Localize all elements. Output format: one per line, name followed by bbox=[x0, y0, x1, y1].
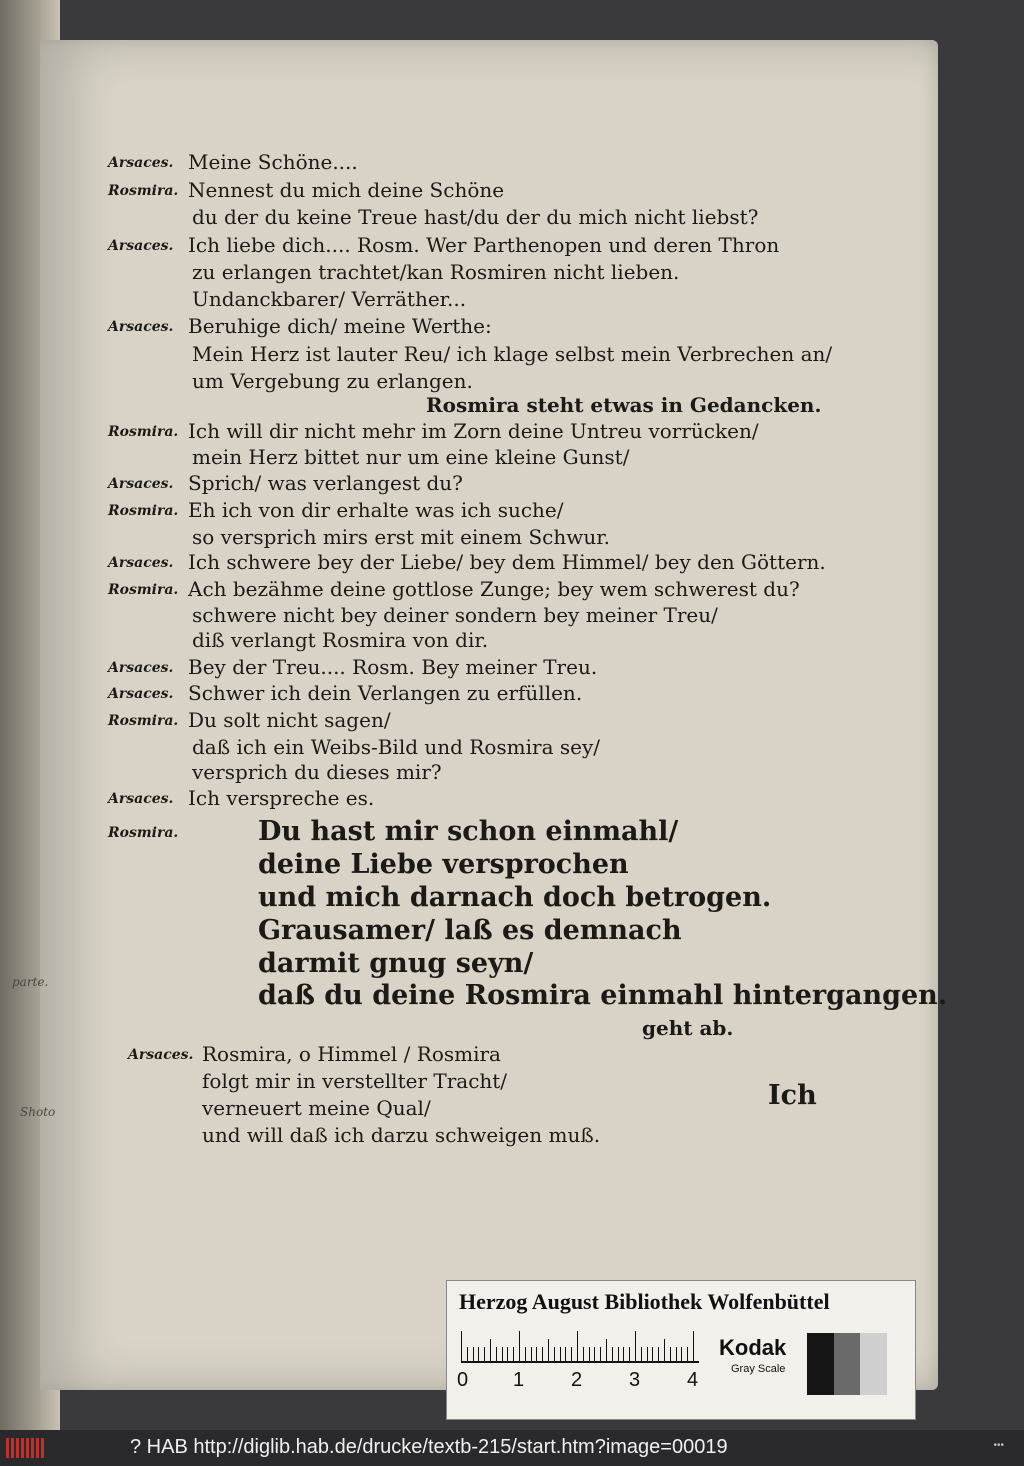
line-text: Meine Schöne.... bbox=[188, 150, 358, 174]
book-page bbox=[40, 40, 948, 1390]
speaker-label: Arsaces. bbox=[108, 238, 174, 254]
ruler-tick bbox=[664, 1339, 665, 1361]
speaker-label: Arsaces. bbox=[108, 791, 174, 807]
line-text: Ach bezähme deine gottlose Zunge; bey wem schwerest du? bbox=[188, 577, 800, 601]
ruler-tick bbox=[612, 1347, 613, 1361]
ruler-tick bbox=[513, 1347, 514, 1361]
gray-scale-label: Gray Scale bbox=[731, 1363, 786, 1375]
line-text: zu erlangen trachtet/kan Rosmiren nicht lieben. bbox=[192, 260, 680, 284]
speaker-label: Rosmira. bbox=[108, 183, 179, 199]
ruler-tick bbox=[507, 1347, 508, 1361]
page-url[interactable]: ? HAB http://diglib.hab.de/drucke/textb-215/start.htm?image=00019 bbox=[130, 1436, 728, 1458]
ruler-tick bbox=[629, 1347, 630, 1361]
line-text: geht ab. bbox=[642, 1016, 734, 1040]
kodak-logo: Kodak bbox=[719, 1335, 787, 1360]
swatch-black bbox=[807, 1333, 834, 1395]
speaker-label: Arsaces. bbox=[108, 476, 174, 492]
ruler-tick bbox=[525, 1347, 526, 1361]
ruler-tick bbox=[536, 1347, 537, 1361]
ruler-tick bbox=[548, 1339, 549, 1361]
line-text: und mich darnach doch betrogen. bbox=[258, 882, 772, 913]
speaker-label: Arsaces. bbox=[108, 319, 174, 335]
margin-note-1: parte. bbox=[12, 975, 49, 989]
margin-note-2: Shoto bbox=[20, 1105, 56, 1119]
line-text: versprich du dieses mir? bbox=[192, 760, 442, 784]
speaker-label: Arsaces. bbox=[128, 1047, 194, 1063]
scale-number-0: 0 bbox=[457, 1369, 469, 1391]
speaker-label: Arsaces. bbox=[108, 660, 174, 676]
line-text: Ich schwere bey der Liebe/ bey dem Himmel/ bey den Göttern. bbox=[188, 550, 826, 574]
scale-number-4: 4 bbox=[687, 1369, 699, 1391]
line-text: daß du deine Rosmira einmahl hintergangen. bbox=[258, 980, 948, 1011]
color-calibration-card bbox=[446, 1280, 916, 1420]
ruler-tick bbox=[606, 1339, 607, 1361]
catchword: Ich bbox=[768, 1080, 817, 1111]
line-text: Mein Herz ist lauter Reu/ ich klage selbst mein Verbrechen an/ bbox=[192, 342, 833, 366]
line-text: um Vergebung zu erlangen. bbox=[192, 369, 473, 393]
more-icon[interactable]: ••• bbox=[993, 1440, 1004, 1451]
ruler-tick bbox=[490, 1339, 491, 1361]
ruler-tick bbox=[583, 1347, 584, 1361]
swatch-light-gray bbox=[860, 1333, 887, 1395]
ruler-tick bbox=[565, 1347, 566, 1361]
line-text: so versprich mirs erst mit einem Schwur. bbox=[192, 525, 610, 549]
ruler-tick bbox=[502, 1347, 503, 1361]
ruler-tick bbox=[676, 1347, 677, 1361]
ruler-tick bbox=[560, 1347, 561, 1361]
ruler-tick bbox=[623, 1347, 624, 1361]
line-text: deine Liebe versprochen bbox=[258, 849, 629, 880]
scale-number-2: 2 bbox=[571, 1369, 583, 1391]
speaker-label: Rosmira. bbox=[108, 503, 179, 519]
line-text: Ich will dir nicht mehr im Zorn deine Untreu vorrücken/ bbox=[188, 419, 759, 443]
line-text: Nennest du mich deine Schöne bbox=[188, 178, 505, 202]
ruler-tick bbox=[554, 1347, 555, 1361]
ruler-tick bbox=[670, 1347, 671, 1361]
ruler-tick bbox=[635, 1331, 636, 1361]
ruler-tick bbox=[467, 1347, 468, 1361]
line-text: mein Herz bittet nur um eine kleine Gunst/ bbox=[192, 445, 630, 469]
line-text: Bey der Treu.... Rosm. Bey meiner Treu. bbox=[188, 655, 598, 679]
line-text: Ich verspreche es. bbox=[188, 786, 375, 810]
hab-logo-icon bbox=[6, 1438, 46, 1458]
ruler-tick bbox=[594, 1347, 595, 1361]
line-text: Eh ich von dir erhalte was ich suche/ bbox=[188, 498, 564, 522]
ruler-tick bbox=[542, 1347, 543, 1361]
ruler-tick bbox=[658, 1347, 659, 1361]
line-text: Undanckbarer/ Verräther... bbox=[192, 287, 467, 311]
ruler-tick bbox=[647, 1347, 648, 1361]
ruler-tick bbox=[589, 1347, 590, 1361]
line-text: Ich liebe dich.... Rosm. Wer Parthenopen und deren Thron bbox=[188, 233, 780, 257]
line-text: diß verlangt Rosmira von dir. bbox=[192, 628, 489, 652]
line-text: Sprich/ was verlangest du? bbox=[188, 471, 463, 495]
line-text: folgt mir in verstellter Tracht/ bbox=[202, 1069, 508, 1093]
scale-number-3: 3 bbox=[629, 1369, 641, 1391]
swatch-mid-gray bbox=[834, 1333, 861, 1395]
line-text: und will daß ich darzu schweigen muß. bbox=[202, 1123, 601, 1147]
speaker-label: Arsaces. bbox=[108, 686, 174, 702]
status-bar bbox=[0, 1430, 1024, 1466]
line-text: Du hast mir schon einmahl/ bbox=[258, 816, 679, 847]
speaker-label: Rosmira. bbox=[108, 825, 179, 841]
speaker-label: Arsaces. bbox=[108, 155, 174, 171]
ruler-tick bbox=[681, 1347, 682, 1361]
line-text: verneuert meine Qual/ bbox=[202, 1096, 431, 1120]
ruler-tick bbox=[519, 1331, 520, 1361]
ruler-tick bbox=[618, 1347, 619, 1361]
line-text: schwere nicht bey deiner sondern bey meiner Treu/ bbox=[192, 603, 718, 627]
scale-ruler bbox=[461, 1331, 699, 1363]
ruler-tick bbox=[641, 1347, 642, 1361]
ruler-tick bbox=[687, 1347, 688, 1361]
line-text: Grausamer/ laß es demnach bbox=[258, 915, 682, 946]
scale-number-1: 1 bbox=[513, 1369, 525, 1391]
line-text: Du solt nicht sagen/ bbox=[188, 708, 391, 732]
line-text: du der du keine Treue hast/du der du mich nicht liebst? bbox=[192, 205, 759, 229]
ruler-tick bbox=[473, 1347, 474, 1361]
ruler-tick bbox=[652, 1347, 653, 1361]
ruler-tick bbox=[577, 1331, 578, 1361]
ruler-tick bbox=[600, 1347, 601, 1361]
line-text: Rosmira steht etwas in Gedancken. bbox=[426, 393, 822, 417]
ruler-tick bbox=[571, 1347, 572, 1361]
speaker-label: Rosmira. bbox=[108, 582, 179, 598]
line-text: Beruhige dich/ meine Werthe: bbox=[188, 314, 492, 338]
speaker-label: Rosmira. bbox=[108, 424, 179, 440]
ruler-tick bbox=[461, 1331, 462, 1361]
line-text: darmit gnug seyn/ bbox=[258, 948, 534, 979]
line-text: Schwer ich dein Verlangen zu erfüllen. bbox=[188, 681, 583, 705]
line-text: Rosmira, o Himmel / Rosmira bbox=[202, 1042, 501, 1066]
speaker-label: Arsaces. bbox=[108, 555, 174, 571]
ruler-tick bbox=[496, 1347, 497, 1361]
card-title: Herzog August Bibliothek Wolfenbüttel bbox=[459, 1289, 830, 1314]
ruler-tick bbox=[531, 1347, 532, 1361]
ruler-tick bbox=[484, 1347, 485, 1361]
speaker-label: Rosmira. bbox=[108, 713, 179, 729]
ruler-tick bbox=[693, 1331, 694, 1361]
line-text: daß ich ein Weibs-Bild und Rosmira sey/ bbox=[192, 735, 601, 759]
ruler-tick bbox=[478, 1347, 479, 1361]
gray-swatches bbox=[807, 1333, 887, 1395]
